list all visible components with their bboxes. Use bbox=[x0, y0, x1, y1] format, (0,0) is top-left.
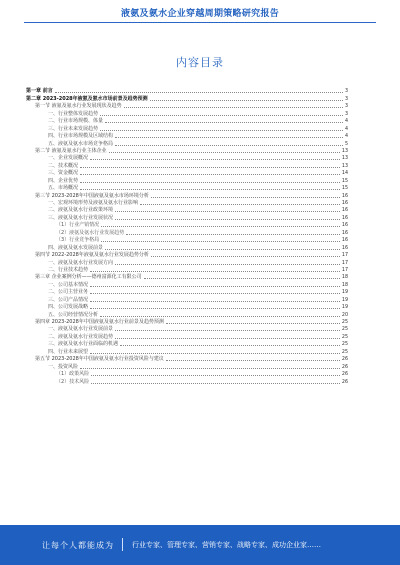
toc-entry-label: 第四章 2023-2028年中国液氨及氨水行业前景及趋势预测 bbox=[35, 319, 164, 325]
toc-entry[interactable] bbox=[26, 109, 348, 116]
toc-leader-dots bbox=[80, 182, 340, 183]
toc-leader-dots bbox=[115, 145, 343, 146]
toc-entry-page: 18 bbox=[341, 275, 348, 281]
toc-entry-page: 16 bbox=[341, 208, 348, 214]
toc-entry-label: 四、企业优势 bbox=[48, 177, 79, 184]
toc-leader-dots bbox=[100, 316, 340, 317]
toc-entry-label: （3）行业竞争格局 bbox=[56, 237, 100, 244]
toc-entry-label: 第五节 2023-2028年中国液氨及氨水行业投资风险与建议 bbox=[35, 356, 164, 363]
toc-entry[interactable] bbox=[26, 258, 348, 265]
toc-entry-page: 25 bbox=[341, 320, 348, 325]
toc-leader-dots bbox=[100, 130, 343, 131]
toc-leader-dots bbox=[151, 256, 340, 257]
toc-leader-dots bbox=[144, 278, 340, 279]
toc-entry-page: 4 bbox=[344, 119, 348, 125]
toc-entry[interactable] bbox=[26, 370, 348, 377]
toc-entry[interactable] bbox=[26, 191, 348, 198]
toc-entry-page: 26 bbox=[341, 357, 348, 363]
toc-leader-dots bbox=[166, 323, 340, 324]
footer-slogan: 让每个人都能成为 bbox=[42, 541, 114, 550]
toc-entry-label: （2）技术风险 bbox=[56, 378, 90, 385]
toc-entry-label: 第三章 企业案例分析——德州富源化工有限公司 bbox=[35, 274, 142, 281]
toc-entry[interactable] bbox=[26, 295, 348, 302]
toc-leader-dots bbox=[91, 375, 340, 376]
toc-leader-dots bbox=[80, 368, 340, 369]
toc-leader-dots bbox=[90, 159, 340, 160]
toc-entry-label: 三、行业未来发展趋势 bbox=[48, 125, 99, 132]
toc-entry-page: 16 bbox=[341, 193, 348, 199]
toc-entry-label: 一、企业发展概况 bbox=[48, 155, 89, 162]
toc-entry[interactable] bbox=[26, 355, 348, 362]
toc-entry-page: 15 bbox=[341, 178, 348, 184]
toc-entry-page: 19 bbox=[341, 305, 348, 311]
toc-leader-dots bbox=[115, 219, 340, 220]
toc-entry-page: 26 bbox=[341, 364, 348, 370]
toc-entry[interactable] bbox=[26, 147, 348, 154]
toc-entry-page: 18 bbox=[341, 282, 348, 288]
toc-leader-dots bbox=[115, 211, 340, 212]
toc-entry-page: 19 bbox=[341, 297, 348, 303]
footer-banner bbox=[0, 525, 400, 565]
toc-entry-label: 四、行业市场规模及区域结构 bbox=[48, 133, 114, 140]
toc-entry-page: 25 bbox=[341, 342, 348, 348]
toc-entry-label: （1）政策风险 bbox=[56, 371, 90, 378]
toc-leader-dots bbox=[109, 152, 340, 153]
toc-leader-dots bbox=[101, 241, 340, 242]
toc-entry[interactable] bbox=[26, 303, 348, 310]
table-of-contents bbox=[26, 87, 348, 385]
toc-entry-page: 13 bbox=[341, 156, 348, 162]
toc-entry[interactable] bbox=[26, 280, 348, 287]
toc-leader-dots bbox=[115, 264, 340, 265]
toc-entry[interactable] bbox=[26, 124, 348, 131]
toc-entry-label: 二、公司主营业务 bbox=[48, 289, 89, 296]
toc-leader-dots bbox=[80, 174, 340, 175]
toc-entry-page: 16 bbox=[341, 230, 348, 236]
toc-leader-dots bbox=[90, 271, 340, 272]
toc-entry-label: 二、行业技术趋势 bbox=[48, 266, 89, 273]
toc-entry-label: 第二章 2023-2028年液氨及氨水市场前景及趋势预测 bbox=[26, 95, 148, 102]
toc-leader-dots bbox=[105, 249, 340, 250]
toc-entry[interactable] bbox=[26, 332, 348, 339]
toc-entry-label: 一、液氨及氨水行业发展方向 bbox=[48, 259, 114, 266]
toc-entry-label: 三、资金概况 bbox=[48, 170, 79, 177]
toc-leader-dots bbox=[140, 204, 340, 205]
toc-entry-page: 13 bbox=[341, 163, 348, 169]
toc-entry-page: 16 bbox=[341, 215, 348, 221]
toc-entry-label: 二、液氨及氨水行业政策环境 bbox=[48, 207, 114, 214]
toc-entry-label: 五、市场概况 bbox=[48, 185, 79, 192]
toc-entry[interactable] bbox=[26, 243, 348, 250]
toc-entry-label: 第一节 液氨及氨水行业发展现状及趋势 bbox=[35, 103, 122, 110]
toc-entry-label: 一、行业整体发展趋势 bbox=[48, 110, 99, 117]
toc-entry-page: 26 bbox=[341, 379, 348, 385]
toc-leader-dots bbox=[105, 122, 343, 123]
toc-entry[interactable] bbox=[26, 377, 348, 384]
toc-entry-page: 15 bbox=[341, 186, 348, 192]
toc-entry-page: 17 bbox=[341, 260, 348, 266]
toc-leader-dots bbox=[90, 286, 340, 287]
toc-entry[interactable] bbox=[26, 266, 348, 273]
toc-entry-label: 一、液氨及氨水行业发展前景 bbox=[48, 326, 114, 333]
toc-leader-dots bbox=[100, 115, 343, 116]
toc-entry[interactable] bbox=[26, 251, 348, 258]
toc-leader-dots bbox=[150, 100, 343, 101]
toc-entry-page: 25 bbox=[341, 349, 348, 355]
toc-entry-label: 二、技术概况 bbox=[48, 162, 79, 169]
toc-entry[interactable] bbox=[26, 184, 348, 191]
toc-leader-dots bbox=[124, 107, 343, 108]
toc-entry[interactable] bbox=[26, 236, 348, 243]
toc-entry-page: 14 bbox=[341, 171, 348, 177]
toc-entry-page: 16 bbox=[341, 245, 348, 251]
report-title: 液氨及氨水企业穿越周期策略研究报告 bbox=[120, 9, 280, 19]
toc-entry-label: 第四节 2022-2028年液氨及氨水行业发展趋势分析 bbox=[35, 252, 149, 259]
toc-entry[interactable] bbox=[26, 228, 348, 235]
toc-entry-page: 5 bbox=[344, 141, 348, 147]
toc-entry-page: 25 bbox=[341, 334, 348, 340]
toc-entry[interactable] bbox=[26, 176, 348, 183]
toc-entry-page: 4 bbox=[344, 134, 348, 140]
toc-entry[interactable] bbox=[26, 199, 348, 206]
toc-entry-label: 第一章 前言 bbox=[26, 88, 53, 95]
toc-entry[interactable] bbox=[26, 169, 348, 176]
toc-entry-page: 13 bbox=[341, 148, 348, 154]
toc-entry-page: 3 bbox=[344, 111, 348, 117]
toc-entry-page: 20 bbox=[341, 312, 348, 318]
toc-entry-label: 一、宏观环境形势及液氨及氨水行业影响 bbox=[48, 200, 139, 206]
toc-entry-label: 五、液氨及氨水市场竞争格局 bbox=[48, 140, 114, 147]
toc-entry-label: 三、液氨及氨水行业面临的机遇 bbox=[48, 341, 119, 348]
toc-entry-page: 16 bbox=[341, 201, 348, 206]
toc-leader-dots bbox=[115, 330, 340, 331]
toc-leader-dots bbox=[115, 137, 343, 138]
toc-entry-label: 第三节 2023-2028年中国液氨及氨水市场环境分析 bbox=[35, 192, 149, 199]
toc-entry[interactable] bbox=[26, 139, 348, 146]
toc-title: 内容目录 bbox=[176, 56, 224, 69]
toc-entry[interactable] bbox=[26, 161, 348, 168]
toc-leader-dots bbox=[120, 345, 340, 346]
toc-entry-label: （2）液氨及氨水行业发展趋势 bbox=[56, 229, 125, 236]
toc-entry-page: 16 bbox=[341, 223, 348, 229]
toc-entry[interactable] bbox=[26, 340, 348, 347]
report-header bbox=[0, 0, 400, 22]
toc-entry-label: 第二节 液氨及氨水行业主体企业 bbox=[35, 147, 107, 154]
toc-leader-dots bbox=[126, 234, 340, 235]
toc-entry-label: （1）行业产销情况 bbox=[56, 222, 100, 229]
toc-entry-page: 17 bbox=[341, 267, 348, 273]
toc-leader-dots bbox=[90, 301, 340, 302]
toc-entry-page: 17 bbox=[341, 253, 348, 259]
toc-entry-page: 3 bbox=[344, 104, 348, 110]
toc-entry-page: 3 bbox=[344, 89, 348, 95]
toc-entry-label: 一、投资风险 bbox=[48, 363, 79, 370]
toc-leader-dots bbox=[80, 167, 340, 168]
toc-entry[interactable] bbox=[26, 154, 348, 161]
toc-entry[interactable] bbox=[26, 117, 348, 124]
toc-entry[interactable] bbox=[26, 87, 348, 94]
toc-entry[interactable] bbox=[26, 221, 348, 228]
toc-entry[interactable] bbox=[26, 325, 348, 332]
toc-entry-label: 四、行业未来展望 bbox=[48, 348, 89, 355]
toc-leader-dots bbox=[90, 308, 340, 309]
toc-entry[interactable] bbox=[26, 94, 348, 101]
toc-entry-label: 五、公司经营情况分析 bbox=[48, 311, 99, 318]
toc-entry[interactable] bbox=[26, 310, 348, 317]
footer-tagline: 行业专家、管理专家、营销专家、战略专家、成功企业家…… bbox=[132, 541, 321, 549]
toc-leader-dots bbox=[90, 353, 340, 354]
toc-leader-dots bbox=[90, 293, 340, 294]
toc-entry[interactable] bbox=[26, 318, 348, 325]
toc-entry-label: 二、液氨及氨水行业发展趋势 bbox=[48, 333, 114, 340]
toc-entry[interactable] bbox=[26, 132, 348, 139]
toc-entry-page: 3 bbox=[344, 96, 348, 102]
toc-entry[interactable] bbox=[26, 102, 348, 109]
toc-leader-dots bbox=[91, 383, 340, 384]
toc-entry[interactable] bbox=[26, 347, 348, 354]
toc-entry[interactable] bbox=[26, 362, 348, 369]
toc-entry-label: 三、公司产品情况 bbox=[48, 296, 89, 303]
header-divider bbox=[24, 22, 376, 23]
toc-leader-dots bbox=[115, 338, 340, 339]
toc-entry-page: 19 bbox=[341, 290, 348, 296]
toc-entry-page: 16 bbox=[341, 238, 348, 244]
toc-leader-dots bbox=[151, 197, 340, 198]
toc-entry-label: 四、液氨及氨水发展前景 bbox=[48, 244, 104, 251]
toc-leader-dots bbox=[80, 189, 340, 190]
toc-entry[interactable] bbox=[26, 273, 348, 280]
toc-leader-dots bbox=[55, 92, 343, 93]
toc-leader-dots bbox=[166, 360, 340, 361]
toc-entry-label: 二、行业市场规模、体量 bbox=[48, 118, 104, 125]
toc-entry-page: 25 bbox=[341, 327, 348, 333]
toc-entry-label: 一、公司基本情况 bbox=[48, 281, 89, 288]
toc-entry[interactable] bbox=[26, 206, 348, 213]
toc-leader-dots bbox=[101, 226, 340, 227]
toc-entry-page: 4 bbox=[344, 126, 348, 132]
toc-entry[interactable] bbox=[26, 213, 348, 220]
toc-entry-label: 四、公司发展战略 bbox=[48, 304, 89, 311]
footer-divider bbox=[122, 538, 123, 551]
toc-entry[interactable] bbox=[26, 288, 348, 295]
toc-entry-page: 26 bbox=[341, 372, 348, 378]
toc-entry-label: 三、液氨及氨水行业发展状况 bbox=[48, 214, 114, 221]
